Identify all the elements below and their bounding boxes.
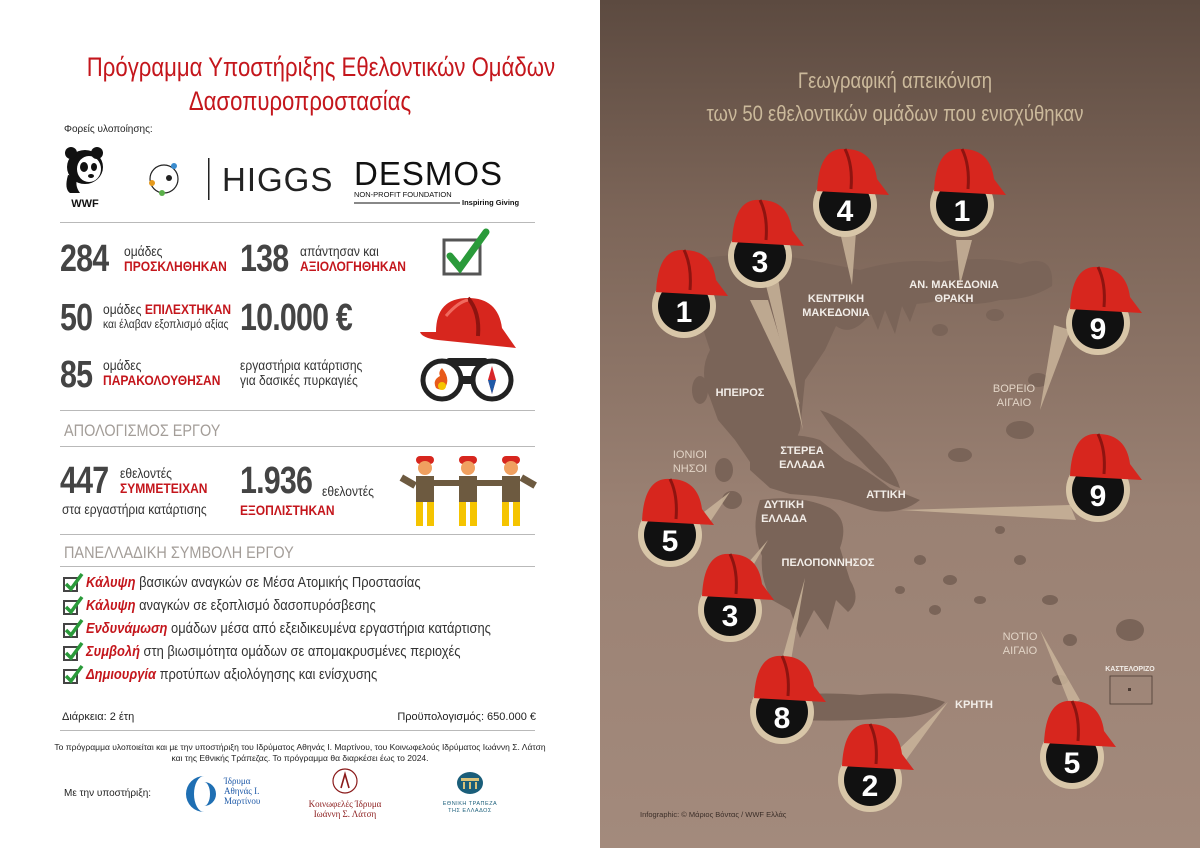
region-thraki: ΘΡΑΚΗ [934, 293, 974, 305]
stat-evaluated-label: απάντησαν και ΑΞΙΟΛΟΓΗΘΗΚΑΝ [300, 243, 406, 274]
helmet-marker-ionioi-nisoi [638, 479, 714, 567]
stat-selected-label: ομάδες ΕΠΙΛΕΧΤΗΚΑΝ και έλαβαν εξοπλισμό αξίας [103, 301, 232, 331]
group-count: 4 [836, 195, 854, 228]
infographic-credit: Infographic: © Μάριος Βόντας / WWF Ελλάς [640, 810, 787, 819]
region-an-makedonia: ΑΝ. ΜΑΚΕΔΟΝΙΑ [909, 279, 999, 291]
duration-text: Διάρκεια: 2 έτη [62, 711, 135, 723]
binoculars-icon [420, 354, 514, 402]
higgs-logo [146, 153, 334, 203]
stat-evaluated-number: 138 [240, 238, 289, 280]
helmet-marker-peloponnisos [750, 656, 826, 744]
region-dytiki-1: ΔΥΤΙΚΗ [764, 499, 804, 511]
helmet-marker-kentriki-makedonia [813, 149, 889, 237]
region-sterea-2: ΕΛΛΑΔΑ [779, 459, 825, 471]
region-peloponnisos: ΠΕΛΟΠΟΝΝΗΣΟΣ [781, 557, 875, 569]
region-attiki: ΑΤΤΙΚΗ [866, 489, 906, 501]
stat-trained-label: ομάδες ΠΑΡΑΚΟΛΟΥΘΗΣΑΝ [103, 357, 221, 388]
sea-voreio-1: ΒΟΡΕΙΟ [992, 383, 1036, 395]
divider [60, 566, 535, 567]
group-count: 2 [861, 770, 879, 803]
svg-text:DESMOS: DESMOS [354, 155, 504, 192]
region-sterea-1: ΣΤΕΡΕΑ [780, 445, 824, 457]
group-count: 9 [1089, 313, 1107, 346]
greece-map [600, 0, 1200, 848]
result-participated-number: 447 [60, 460, 109, 502]
divider [60, 730, 535, 731]
check-icon [62, 641, 84, 663]
desmos-logo [352, 149, 542, 207]
implementer-logos [60, 145, 540, 210]
group-count: 1 [953, 195, 971, 228]
helmet-marker-kriti [838, 724, 914, 812]
svg-text:WWF: WWF [71, 198, 99, 210]
region-kastelorizo: ΚΑΣΤΕΛΟΡΙΖΟ [1105, 666, 1155, 673]
group-count: 3 [751, 246, 769, 279]
helmet-marker-an-makedonia-thraki [930, 149, 1006, 237]
sea-notio-1: ΝΟΤΙΟ [1002, 631, 1038, 643]
helmet-marker-voreio-aigaio [1066, 267, 1142, 355]
region-dytiki-2: ΕΛΛΑΔΑ [761, 513, 807, 525]
svg-text:Inspiring Giving: Inspiring Giving [462, 198, 520, 207]
nbg-icon [455, 770, 485, 796]
divider [60, 534, 535, 535]
sea-ionioi-1: ΙΟΝΙΟΙ [672, 449, 708, 461]
region-kriti: ΚΡΗΤΗ [955, 699, 993, 711]
map-title: Γεωγραφική απεικόνιση των 50 εθελοντικών ομάδων που ενισχύθηκαν [706, 68, 1084, 126]
firefighters-icon [398, 454, 538, 530]
stat-invited-number: 284 [60, 238, 109, 280]
wwf-logo [60, 145, 110, 210]
check-icon [62, 618, 84, 640]
sea-voreio-2: ΑΙΓΑΙΟ [996, 397, 1032, 409]
divider [60, 410, 535, 411]
divider [60, 446, 535, 447]
check-icon [62, 664, 84, 686]
stat-workshops-label: εργαστήρια κατάρτισης για δασικές πυρκαγιές [240, 357, 363, 388]
title-line-1: Πρόγραμμα Υποστήριξης Εθελοντικών Ομάδων [86, 52, 556, 82]
sea-notio-2: ΑΙΓΑΙΟ [1002, 645, 1038, 657]
group-count: 3 [721, 600, 739, 633]
result-equipped-number: 1.936 [240, 460, 313, 502]
group-count: 8 [773, 702, 791, 735]
stat-equipment-value: 10.000 € [240, 297, 352, 339]
page-title [86, 50, 556, 118]
sponsor-martinos-logo: Ίδρυμα Αθηνάς Ι. Μαρτίνου [186, 772, 286, 816]
support-note: Το πρόγραμμα υλοποιείται και με την υποστήριξη του Ιδρύματος Αθηνάς Ι. Μαρτίνου, του Κοινωφελούς Ιδρύματος Ιωάννη Σ. Λάτση και της Εθνικής Τράπεζας. Το πρόγραμμα θα διαρκέσει έως το 2024. [54, 742, 546, 763]
result-participated-sub: στα εργαστήρια κατάρτισης [62, 501, 207, 517]
result-equipped-label-b: ΕΞΟΠΛΙΣΤΗΚΑΝ [240, 502, 335, 518]
budget-text: Προϋπολογισμός: 650.000 € [397, 711, 536, 723]
implementers-label: Φορείς υλοποίησης: [64, 124, 153, 135]
stat-trained-number: 85 [60, 354, 93, 396]
section-title-contribution: ΠΑΝΕΛΛΑΔΙΚΗ ΣΥΜΒΟΛΗ ΕΡΓΟΥ [64, 543, 294, 562]
sea-ionioi-2: ΝΗΣΟΙ [672, 463, 708, 475]
helmet-marker-notio-aigaio [1040, 701, 1116, 789]
result-participated-label: εθελοντές ΣΥΜΜΕΤΕΙΧΑΝ [120, 465, 208, 496]
stat-selected-number: 50 [60, 297, 93, 339]
group-count: 5 [661, 525, 679, 558]
checkbox-icon [440, 228, 490, 278]
result-equipped-label-a: εθελοντές [322, 483, 374, 499]
with-support-label: Με την υποστήριξη: [64, 788, 152, 799]
sponsor-nbg-logo: ΕΘΝΙΚΗ ΤΡΑΠΕΖΑ ΤΗΣ ΕΛΛΑΔΟΣ [432, 770, 508, 818]
section-title-results: ΑΠΟΛΟΓΙΣΜΟΣ ΕΡΓΟΥ [64, 421, 221, 440]
helmet-marker-attiki [1066, 434, 1142, 522]
martinos-icon [186, 774, 220, 814]
group-count: 5 [1063, 747, 1081, 780]
check-icon [62, 595, 84, 617]
group-count: 1 [675, 296, 693, 329]
group-count: 9 [1089, 480, 1107, 513]
fire-helmet-icon [418, 292, 518, 350]
region-kentriki: ΚΕΝΤΡΙΚΗ [807, 293, 865, 305]
svg-text:NON-PROFIT FOUNDATION: NON-PROFIT FOUNDATION [354, 190, 452, 199]
latsis-icon [332, 768, 358, 794]
check-icon [62, 572, 84, 594]
left-panel: Πρόγραμμα Υποστήριξης Εθελοντικών Ομάδων Δασοπυροπροστασίας Φορείς υλοποίησης: WWF HIGGS DESMOS NON-PROFIT FOUNDATION Inspiring Giving 284 ομάδες ΠΡΟΣΚΛΗΘΗΚΑΝ 138 απάντησαν και ΑΞΙΟΛΟΓΗΘΗΚΑΝ 50 ομάδες ΕΠΙΛΕΧΤΗΚΑΝ και έλαβαν εξοπλισμό αξίας 10.000 € 85 ομάδες ΠΑΡΑΚΟΛΟΥΘΗΣΑΝ εργαστήρια κατάρτισης για δασικές πυρκαγιές ΑΠΟΛΟΓΙΣΜΟΣ ΕΡΓΟΥ 447 εθελοντές ΣΥΜΜΕΤΕΙΧΑΝ στα εργαστήρια κατάρτισης 1.936 εθελοντές ΕΞΟΠΛΙΣΤΗΚΑΝ ΠΑΝΕΛΛΑΔΙΚΗ ΣΥΜΒΟΛΗ ΕΡΓΟΥ Κάλυψη βασικών αναγκών σε Μέσα Ατομικής Προστασίας Κάλυψη αναγκών σε εξοπλισμό δασοπυρόσβεσης Ενδυνάμωση ομάδων μέσα από εξειδικευμένα εργαστήρια κατάρτισης Συμβολή στη βιωσιμότητα ομάδων σε απομακρυσμένες περιοχές Δημιουργία προτύπων αξιολόγησης και ενίσχυσης Διάρκεια: 2 έτη Προϋπολογισμός: 650.000 € Το πρόγραμμα υλοποιείται και με την υποστήριξη του Ιδρύματος Αθηνάς Ι. Μαρτίνου, του Κοινωφελούς Ιδρύματος Ιωάννη Σ. Λάτση και της Εθνικής Τράπεζας. Το πρόγραμμα θα διαρκέσει έως το 2024. Με την υποστήριξη: Ίδρυμα Αθηνάς Ι. Μαρτίνου Κοινωφελές Ίδρυμα Ιωάννη Σ. Λάτση ΕΘΝΙΚΗ ΤΡΑΠΕΖΑ ΤΗΣ ΕΛΛΑΔΟΣ [0, 0, 600, 848]
region-makedonia: ΜΑΚΕΔΟΝΙΑ [802, 307, 870, 319]
stat-invited-label: ομάδες ΠΡΟΣΚΛΗΘΗΚΑΝ [124, 243, 227, 274]
title-line-2: Δασοπυροπροστασίας [188, 86, 412, 116]
divider [60, 222, 535, 223]
region-ipeiros: ΗΠΕΙΡΟΣ [715, 387, 765, 399]
sponsor-latsis-logo: Κοινωφελές Ίδρυμα Ιωάννη Σ. Λάτση [300, 768, 390, 818]
svg-text:HIGGS: HIGGS [222, 161, 334, 198]
